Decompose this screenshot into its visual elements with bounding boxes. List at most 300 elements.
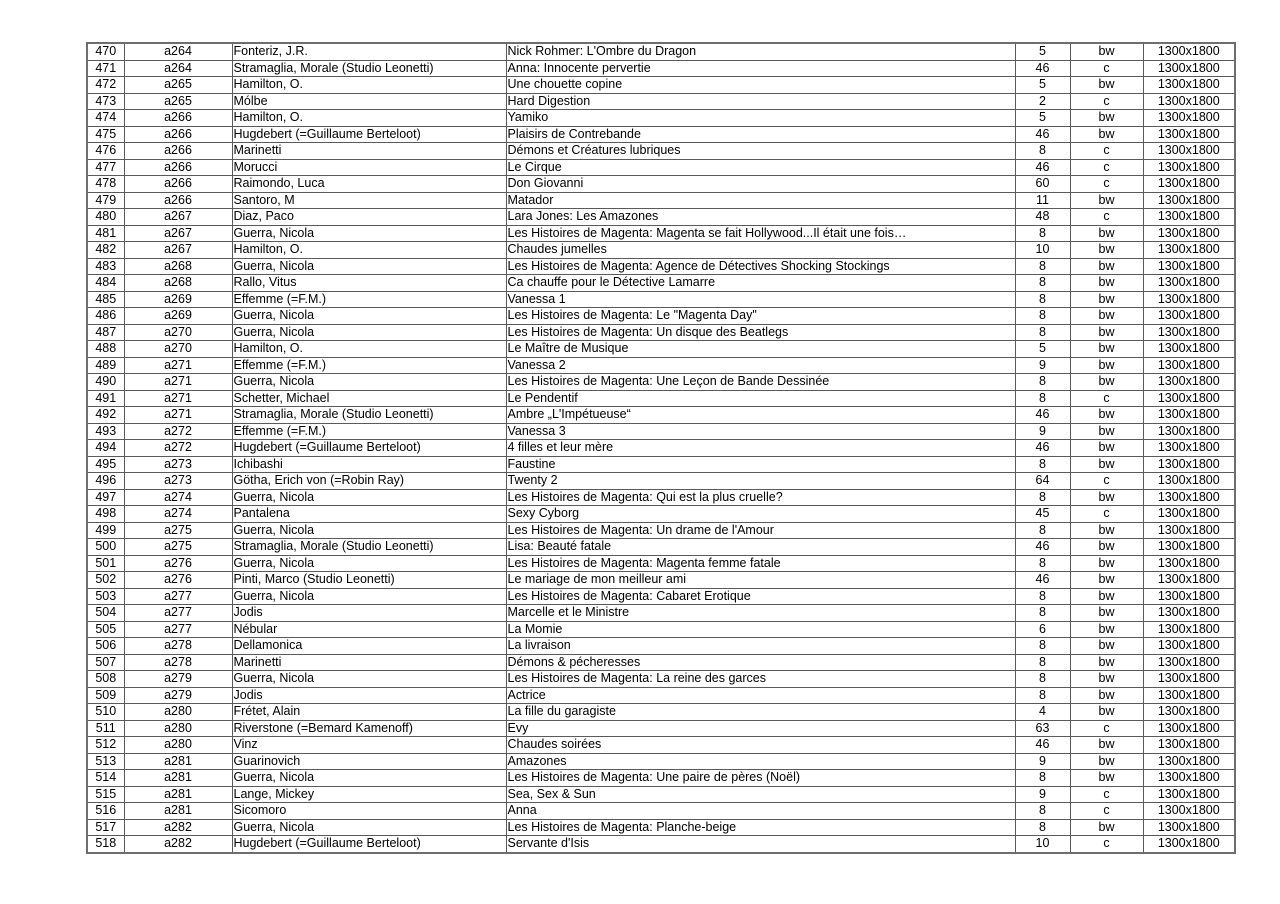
resolution-cell: 1300x1800 — [1143, 308, 1235, 325]
row-number-cell: 515 — [87, 786, 124, 803]
table-row — [87, 720, 1235, 737]
resolution-cell: 1300x1800 — [1143, 621, 1235, 638]
reference-cell: a282 — [124, 836, 232, 853]
resolution-cell: 1300x1800 — [1143, 473, 1235, 490]
color-mode-cell: bw — [1070, 539, 1143, 556]
reference-cell: a280 — [124, 720, 232, 737]
resolution-cell: 1300x1800 — [1143, 93, 1235, 110]
color-mode-cell: bw — [1070, 275, 1143, 292]
color-mode-cell: bw — [1070, 704, 1143, 721]
title-cell: Lisa: Beauté fatale — [506, 539, 1015, 556]
artist-cell: Guerra, Nicola — [232, 489, 506, 506]
reference-cell: a268 — [124, 258, 232, 275]
table-row — [87, 572, 1235, 589]
artist-cell: Hamilton, O. — [232, 110, 506, 127]
row-number-cell: 481 — [87, 225, 124, 242]
row-number-cell: 503 — [87, 588, 124, 605]
row-number-cell: 506 — [87, 638, 124, 655]
artist-cell: Vinz — [232, 737, 506, 754]
color-mode-cell: bw — [1070, 126, 1143, 143]
artist-cell: Guerra, Nicola — [232, 225, 506, 242]
title-cell: Démons et Créatures lubriques — [506, 143, 1015, 160]
title-cell: La Momie — [506, 621, 1015, 638]
color-mode-cell: c — [1070, 93, 1143, 110]
reference-cell: a269 — [124, 308, 232, 325]
artist-cell: Götha, Erich von (=Robin Ray) — [232, 473, 506, 490]
color-mode-cell: bw — [1070, 654, 1143, 671]
table-row — [87, 654, 1235, 671]
title-cell: Matador — [506, 192, 1015, 209]
reference-cell: a273 — [124, 456, 232, 473]
pages-cell: 46 — [1015, 159, 1070, 176]
color-mode-cell: c — [1070, 60, 1143, 77]
reference-cell: a267 — [124, 209, 232, 226]
reference-cell: a275 — [124, 522, 232, 539]
reference-cell: a266 — [124, 192, 232, 209]
artist-cell: Effemme (=F.M.) — [232, 291, 506, 308]
row-number-cell: 508 — [87, 671, 124, 688]
color-mode-cell: bw — [1070, 291, 1143, 308]
color-mode-cell: bw — [1070, 687, 1143, 704]
artist-cell: Frétet, Alain — [232, 704, 506, 721]
title-cell: Lara Jones: Les Amazones — [506, 209, 1015, 226]
table-row — [87, 836, 1235, 853]
table-row — [87, 588, 1235, 605]
table-row — [87, 291, 1235, 308]
color-mode-cell: bw — [1070, 242, 1143, 259]
title-cell: La livraison — [506, 638, 1015, 655]
color-mode-cell: bw — [1070, 258, 1143, 275]
pages-cell: 8 — [1015, 324, 1070, 341]
title-cell: Ca chauffe pour le Détective Lamarre — [506, 275, 1015, 292]
pages-cell: 8 — [1015, 390, 1070, 407]
resolution-cell: 1300x1800 — [1143, 638, 1235, 655]
table-row — [87, 324, 1235, 341]
row-number-cell: 509 — [87, 687, 124, 704]
reference-cell: a267 — [124, 225, 232, 242]
artist-cell: Stramaglia, Morale (Studio Leonetti) — [232, 539, 506, 556]
row-number-cell: 488 — [87, 341, 124, 358]
reference-cell: a278 — [124, 654, 232, 671]
pages-cell: 5 — [1015, 110, 1070, 127]
resolution-cell: 1300x1800 — [1143, 506, 1235, 523]
table-row — [87, 357, 1235, 374]
pages-cell: 46 — [1015, 572, 1070, 589]
title-cell: Les Histoires de Magenta: Agence de Détectives Shocking Stockings — [506, 258, 1015, 275]
resolution-cell: 1300x1800 — [1143, 836, 1235, 853]
table-row — [87, 473, 1235, 490]
pages-cell: 8 — [1015, 605, 1070, 622]
color-mode-cell: bw — [1070, 374, 1143, 391]
resolution-cell: 1300x1800 — [1143, 242, 1235, 259]
artist-cell: Hamilton, O. — [232, 77, 506, 94]
table-body — [87, 43, 1235, 853]
row-number-cell: 483 — [87, 258, 124, 275]
row-number-cell: 511 — [87, 720, 124, 737]
table-row — [87, 440, 1235, 457]
artist-cell: Rallo, Vitus — [232, 275, 506, 292]
color-mode-cell: bw — [1070, 671, 1143, 688]
table-row — [87, 423, 1235, 440]
pages-cell: 8 — [1015, 522, 1070, 539]
title-cell: Vanessa 1 — [506, 291, 1015, 308]
table-row — [87, 43, 1235, 60]
color-mode-cell: c — [1070, 506, 1143, 523]
artist-cell: Marinetti — [232, 143, 506, 160]
table-row — [87, 456, 1235, 473]
title-cell: Les Histoires de Magenta: Magenta se fait Hollywood...Il était une fois… — [506, 225, 1015, 242]
table-row — [87, 159, 1235, 176]
reference-cell: a281 — [124, 803, 232, 820]
title-cell: Ambre „L'Impétueuse“ — [506, 407, 1015, 424]
row-number-cell: 485 — [87, 291, 124, 308]
reference-cell: a274 — [124, 506, 232, 523]
resolution-cell: 1300x1800 — [1143, 192, 1235, 209]
title-cell: Les Histoires de Magenta: Le "Magenta Day" — [506, 308, 1015, 325]
pages-cell: 46 — [1015, 539, 1070, 556]
artist-cell: Guerra, Nicola — [232, 770, 506, 787]
resolution-cell: 1300x1800 — [1143, 225, 1235, 242]
table-row — [87, 308, 1235, 325]
artist-cell: Marinetti — [232, 654, 506, 671]
row-number-cell: 510 — [87, 704, 124, 721]
reference-cell: a281 — [124, 770, 232, 787]
reference-cell: a271 — [124, 407, 232, 424]
artist-cell: Guerra, Nicola — [232, 258, 506, 275]
reference-cell: a281 — [124, 786, 232, 803]
artist-cell: Morucci — [232, 159, 506, 176]
row-number-cell: 480 — [87, 209, 124, 226]
reference-cell: a264 — [124, 43, 232, 60]
artist-cell: Guerra, Nicola — [232, 308, 506, 325]
resolution-cell: 1300x1800 — [1143, 588, 1235, 605]
title-cell: Faustine — [506, 456, 1015, 473]
table-row — [87, 489, 1235, 506]
artist-cell: Hamilton, O. — [232, 242, 506, 259]
color-mode-cell: bw — [1070, 770, 1143, 787]
resolution-cell: 1300x1800 — [1143, 176, 1235, 193]
color-mode-cell: bw — [1070, 357, 1143, 374]
pages-cell: 8 — [1015, 275, 1070, 292]
resolution-cell: 1300x1800 — [1143, 770, 1235, 787]
color-mode-cell: c — [1070, 786, 1143, 803]
title-cell: Don Giovanni — [506, 176, 1015, 193]
title-cell: Nick Rohmer: L'Ombre du Dragon — [506, 43, 1015, 60]
table-row — [87, 704, 1235, 721]
color-mode-cell: c — [1070, 176, 1143, 193]
row-number-cell: 494 — [87, 440, 124, 457]
reference-cell: a265 — [124, 93, 232, 110]
table-row — [87, 786, 1235, 803]
pages-cell: 48 — [1015, 209, 1070, 226]
reference-cell: a273 — [124, 473, 232, 490]
resolution-cell: 1300x1800 — [1143, 390, 1235, 407]
row-number-cell: 478 — [87, 176, 124, 193]
title-cell: Yamiko — [506, 110, 1015, 127]
artist-cell: Hugdebert (=Guillaume Berteloot) — [232, 440, 506, 457]
artist-cell: Effemme (=F.M.) — [232, 423, 506, 440]
color-mode-cell: bw — [1070, 621, 1143, 638]
pages-cell: 45 — [1015, 506, 1070, 523]
reference-cell: a268 — [124, 275, 232, 292]
color-mode-cell: bw — [1070, 737, 1143, 754]
reference-cell: a276 — [124, 572, 232, 589]
title-cell: Les Histoires de Magenta: Magenta femme fatale — [506, 555, 1015, 572]
resolution-cell: 1300x1800 — [1143, 803, 1235, 820]
artist-cell: Guerra, Nicola — [232, 588, 506, 605]
resolution-cell: 1300x1800 — [1143, 819, 1235, 836]
title-cell: La fille du garagiste — [506, 704, 1015, 721]
color-mode-cell: bw — [1070, 77, 1143, 94]
pages-cell: 10 — [1015, 836, 1070, 853]
color-mode-cell: c — [1070, 803, 1143, 820]
artist-cell: Diaz, Paco — [232, 209, 506, 226]
reference-cell: a274 — [124, 489, 232, 506]
title-cell: Anna: Innocente pervertie — [506, 60, 1015, 77]
color-mode-cell: c — [1070, 143, 1143, 160]
pages-cell: 46 — [1015, 60, 1070, 77]
title-cell: Les Histoires de Magenta: Un disque des Beatlegs — [506, 324, 1015, 341]
reference-cell: a278 — [124, 638, 232, 655]
table-row — [87, 390, 1235, 407]
color-mode-cell: bw — [1070, 440, 1143, 457]
pages-cell: 4 — [1015, 704, 1070, 721]
row-number-cell: 490 — [87, 374, 124, 391]
color-mode-cell: c — [1070, 390, 1143, 407]
pages-cell: 8 — [1015, 638, 1070, 655]
artist-cell: Stramaglia, Morale (Studio Leonetti) — [232, 60, 506, 77]
artist-cell: Nébular — [232, 621, 506, 638]
resolution-cell: 1300x1800 — [1143, 291, 1235, 308]
artist-cell: Fonteriz, J.R. — [232, 43, 506, 60]
resolution-cell: 1300x1800 — [1143, 704, 1235, 721]
row-number-cell: 492 — [87, 407, 124, 424]
title-cell: Chaudes jumelles — [506, 242, 1015, 259]
pages-cell: 9 — [1015, 423, 1070, 440]
reference-cell: a276 — [124, 555, 232, 572]
resolution-cell: 1300x1800 — [1143, 720, 1235, 737]
color-mode-cell: bw — [1070, 407, 1143, 424]
title-cell: Actrice — [506, 687, 1015, 704]
color-mode-cell: c — [1070, 209, 1143, 226]
table-row — [87, 77, 1235, 94]
pages-cell: 63 — [1015, 720, 1070, 737]
resolution-cell: 1300x1800 — [1143, 60, 1235, 77]
reference-cell: a271 — [124, 357, 232, 374]
row-number-cell: 500 — [87, 539, 124, 556]
reference-cell: a277 — [124, 605, 232, 622]
reference-cell: a272 — [124, 423, 232, 440]
pages-cell: 9 — [1015, 753, 1070, 770]
pages-cell: 8 — [1015, 456, 1070, 473]
resolution-cell: 1300x1800 — [1143, 423, 1235, 440]
row-number-cell: 501 — [87, 555, 124, 572]
artist-cell: Hugdebert (=Guillaume Berteloot) — [232, 836, 506, 853]
title-cell: Les Histoires de Magenta: Qui est la plus cruelle? — [506, 489, 1015, 506]
resolution-cell: 1300x1800 — [1143, 159, 1235, 176]
pages-cell: 9 — [1015, 786, 1070, 803]
resolution-cell: 1300x1800 — [1143, 374, 1235, 391]
artist-cell: Guerra, Nicola — [232, 374, 506, 391]
row-number-cell: 502 — [87, 572, 124, 589]
pages-cell: 60 — [1015, 176, 1070, 193]
row-number-cell: 518 — [87, 836, 124, 853]
resolution-cell: 1300x1800 — [1143, 440, 1235, 457]
resolution-cell: 1300x1800 — [1143, 341, 1235, 358]
resolution-cell: 1300x1800 — [1143, 671, 1235, 688]
table-row — [87, 671, 1235, 688]
artist-cell: Schetter, Michael — [232, 390, 506, 407]
resolution-cell: 1300x1800 — [1143, 489, 1235, 506]
row-number-cell: 505 — [87, 621, 124, 638]
color-mode-cell: bw — [1070, 43, 1143, 60]
table-row — [87, 753, 1235, 770]
artist-cell: Lange, Mickey — [232, 786, 506, 803]
artist-cell: Guerra, Nicola — [232, 671, 506, 688]
artist-cell: Guerra, Nicola — [232, 324, 506, 341]
reference-cell: a279 — [124, 671, 232, 688]
resolution-cell: 1300x1800 — [1143, 275, 1235, 292]
color-mode-cell: bw — [1070, 110, 1143, 127]
pages-cell: 8 — [1015, 654, 1070, 671]
pages-cell: 5 — [1015, 43, 1070, 60]
title-cell: Les Histoires de Magenta: Une Leçon de Bande Dessinée — [506, 374, 1015, 391]
row-number-cell: 487 — [87, 324, 124, 341]
reference-cell: a271 — [124, 374, 232, 391]
resolution-cell: 1300x1800 — [1143, 753, 1235, 770]
table-row — [87, 192, 1235, 209]
reference-cell: a282 — [124, 819, 232, 836]
resolution-cell: 1300x1800 — [1143, 357, 1235, 374]
reference-cell: a270 — [124, 341, 232, 358]
reference-cell: a267 — [124, 242, 232, 259]
title-cell: Les Histoires de Magenta: Un drame de l'Amour — [506, 522, 1015, 539]
table-row — [87, 209, 1235, 226]
row-number-cell: 474 — [87, 110, 124, 127]
reference-cell: a272 — [124, 440, 232, 457]
artist-cell: Ichibashi — [232, 456, 506, 473]
reference-cell: a271 — [124, 390, 232, 407]
title-cell: Evy — [506, 720, 1015, 737]
title-cell: Sea, Sex & Sun — [506, 786, 1015, 803]
pages-cell: 8 — [1015, 143, 1070, 160]
row-number-cell: 472 — [87, 77, 124, 94]
artist-cell: Guerra, Nicola — [232, 819, 506, 836]
title-cell: Chaudes soirées — [506, 737, 1015, 754]
resolution-cell: 1300x1800 — [1143, 555, 1235, 572]
artist-cell: Pantalena — [232, 506, 506, 523]
pages-cell: 8 — [1015, 374, 1070, 391]
color-mode-cell: bw — [1070, 456, 1143, 473]
reference-cell: a279 — [124, 687, 232, 704]
table-row — [87, 555, 1235, 572]
table-row — [87, 522, 1235, 539]
row-number-cell: 471 — [87, 60, 124, 77]
color-mode-cell: bw — [1070, 572, 1143, 589]
artist-cell: Stramaglia, Morale (Studio Leonetti) — [232, 407, 506, 424]
reference-cell: a280 — [124, 704, 232, 721]
row-number-cell: 486 — [87, 308, 124, 325]
pages-cell: 8 — [1015, 803, 1070, 820]
color-mode-cell: bw — [1070, 192, 1143, 209]
row-number-cell: 517 — [87, 819, 124, 836]
pages-cell: 10 — [1015, 242, 1070, 259]
color-mode-cell: bw — [1070, 423, 1143, 440]
title-cell: Les Histoires de Magenta: Une paire de pères (Noël) — [506, 770, 1015, 787]
pages-cell: 64 — [1015, 473, 1070, 490]
artist-cell: Riverstone (=Bemard Kamenoff) — [232, 720, 506, 737]
color-mode-cell: bw — [1070, 489, 1143, 506]
table-row — [87, 143, 1235, 160]
title-cell: Une chouette copine — [506, 77, 1015, 94]
pages-cell: 8 — [1015, 770, 1070, 787]
table-row — [87, 407, 1235, 424]
resolution-cell: 1300x1800 — [1143, 522, 1235, 539]
title-cell: Les Histoires de Magenta: Cabaret Erotique — [506, 588, 1015, 605]
pages-cell: 8 — [1015, 819, 1070, 836]
color-mode-cell: bw — [1070, 341, 1143, 358]
pages-cell: 5 — [1015, 341, 1070, 358]
table-row — [87, 275, 1235, 292]
pages-cell: 9 — [1015, 357, 1070, 374]
row-number-cell: 516 — [87, 803, 124, 820]
resolution-cell: 1300x1800 — [1143, 786, 1235, 803]
title-cell: Le Pendentif — [506, 390, 1015, 407]
pages-cell: 8 — [1015, 588, 1070, 605]
row-number-cell: 477 — [87, 159, 124, 176]
resolution-cell: 1300x1800 — [1143, 605, 1235, 622]
artist-cell: Jodis — [232, 605, 506, 622]
reference-cell: a277 — [124, 621, 232, 638]
row-number-cell: 475 — [87, 126, 124, 143]
pages-cell: 46 — [1015, 407, 1070, 424]
title-cell: Sexy Cyborg — [506, 506, 1015, 523]
title-cell: Anna — [506, 803, 1015, 820]
reference-cell: a266 — [124, 110, 232, 127]
resolution-cell: 1300x1800 — [1143, 539, 1235, 556]
row-number-cell: 473 — [87, 93, 124, 110]
pages-cell: 8 — [1015, 489, 1070, 506]
title-cell: Servante d'Isis — [506, 836, 1015, 853]
table-row — [87, 176, 1235, 193]
artist-cell: Effemme (=F.M.) — [232, 357, 506, 374]
title-cell: Les Histoires de Magenta: La reine des garces — [506, 671, 1015, 688]
color-mode-cell: c — [1070, 473, 1143, 490]
resolution-cell: 1300x1800 — [1143, 456, 1235, 473]
row-number-cell: 489 — [87, 357, 124, 374]
resolution-cell: 1300x1800 — [1143, 737, 1235, 754]
color-mode-cell: bw — [1070, 308, 1143, 325]
row-number-cell: 512 — [87, 737, 124, 754]
pages-cell: 8 — [1015, 671, 1070, 688]
pages-cell: 46 — [1015, 440, 1070, 457]
pages-cell: 8 — [1015, 258, 1070, 275]
resolution-cell: 1300x1800 — [1143, 43, 1235, 60]
resolution-cell: 1300x1800 — [1143, 324, 1235, 341]
resolution-cell: 1300x1800 — [1143, 209, 1235, 226]
title-cell: Vanessa 3 — [506, 423, 1015, 440]
reference-cell: a281 — [124, 753, 232, 770]
row-number-cell: 476 — [87, 143, 124, 160]
pages-cell: 8 — [1015, 291, 1070, 308]
title-cell: Les Histoires de Magenta: Planche-beige — [506, 819, 1015, 836]
row-number-cell: 484 — [87, 275, 124, 292]
table-row — [87, 605, 1235, 622]
pages-cell: 8 — [1015, 555, 1070, 572]
resolution-cell: 1300x1800 — [1143, 687, 1235, 704]
resolution-cell: 1300x1800 — [1143, 126, 1235, 143]
resolution-cell: 1300x1800 — [1143, 77, 1235, 94]
